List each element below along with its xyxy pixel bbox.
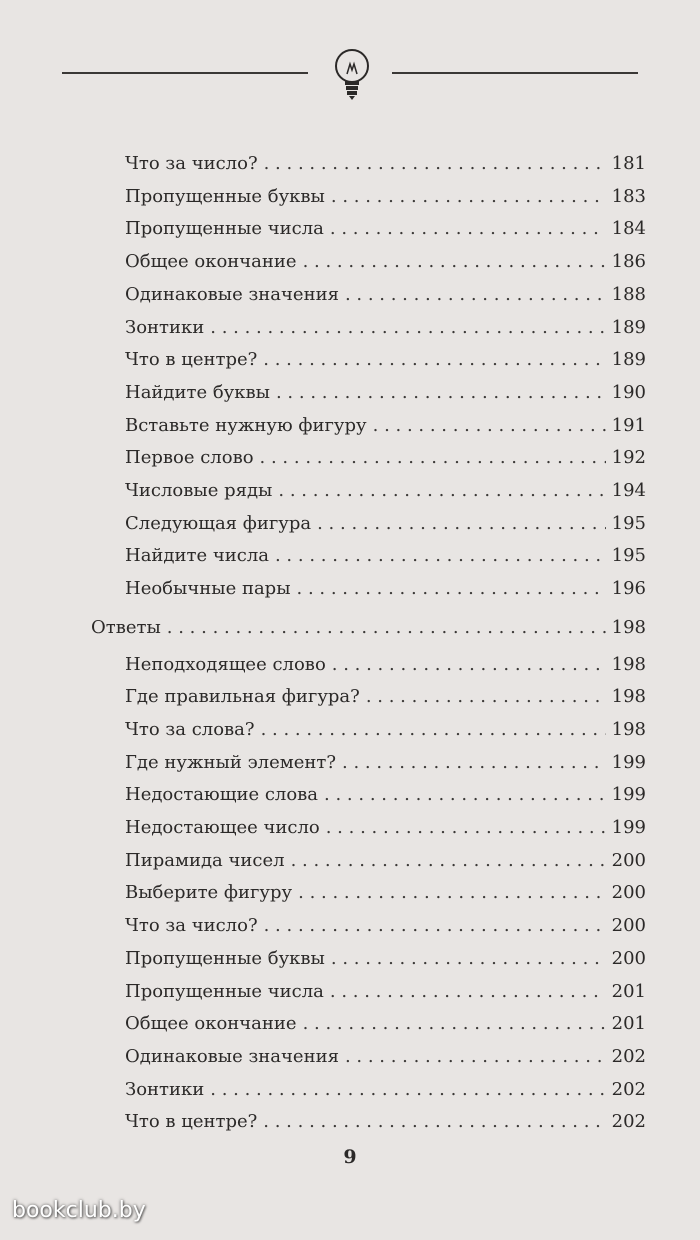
toc-entry-title: Пирамида чисел (125, 849, 285, 871)
toc-entry (125, 1074, 646, 1106)
toc-entry-title: Одинаковые значения (125, 283, 339, 305)
header-rule-left (62, 72, 308, 74)
toc-leader-dots (278, 475, 605, 507)
toc-entry-page: 194 (611, 480, 646, 501)
toc-entry-title: Где правильная фигура? (125, 686, 360, 708)
toc-entry-title: Пропущенные буквы (125, 185, 325, 207)
toc-leader-dots (291, 845, 606, 877)
toc-entry (125, 213, 646, 245)
toc-entry-title: Первое слово (125, 447, 254, 469)
toc-entry-page: 186 (611, 251, 646, 273)
toc-entry-page: 192 (611, 447, 646, 469)
toc-entry (125, 779, 646, 811)
toc-entry-title: Вставьте нужную фигуру (125, 414, 367, 436)
toc-entry-page: 202 (611, 1045, 646, 1067)
toc-entry-page: 181 (611, 153, 646, 174)
toc-entry-title: Найдите буквы (125, 381, 270, 403)
toc-entry-page: 196 (611, 578, 646, 600)
toc-leader-dots (345, 279, 606, 311)
toc-leader-dots (366, 681, 606, 713)
toc-entry (125, 312, 646, 344)
toc-leader-dots (331, 943, 606, 975)
toc-entry-page: 200 (611, 915, 646, 937)
toc-entry (125, 747, 646, 779)
toc-entry-title: Следующая фигура (125, 512, 312, 534)
toc-entry (125, 279, 646, 311)
toc-leader-dots (264, 910, 606, 942)
toc-entry-page: 200 (611, 882, 646, 904)
toc-entry-page: 190 (611, 381, 646, 403)
toc-entry-title: Что в центре? (125, 1111, 258, 1133)
toc-leader-dots (210, 312, 605, 344)
toc-leader-dots (342, 747, 606, 779)
toc-leader-dots (210, 1074, 605, 1106)
toc-entry-page: 195 (611, 545, 646, 567)
toc-entry (125, 649, 646, 681)
toc-entry (125, 246, 646, 278)
toc-entry-title: Выберите фигуру (125, 882, 293, 904)
toc-leader-dots (167, 612, 606, 644)
toc-entry (91, 612, 646, 644)
toc-entry (125, 573, 646, 605)
toc-entry-page: 202 (611, 1111, 646, 1133)
toc-entry-page: 199 (611, 751, 646, 773)
toc-entry-page: 195 (611, 512, 646, 534)
toc-entry-page: 200 (611, 849, 646, 871)
toc-leader-dots (332, 649, 606, 681)
toc-entry (125, 344, 646, 376)
toc-entry (125, 508, 646, 540)
toc-entry-page: 198 (611, 686, 646, 708)
toc-entry (125, 681, 646, 713)
toc-entry-page: 202 (611, 1078, 646, 1100)
toc-leader-dots (345, 1041, 606, 1073)
header-rule-right (392, 72, 638, 74)
toc-leader-dots (317, 508, 606, 540)
toc-entry (125, 812, 646, 844)
toc-entry-title: Пропущенные числа (125, 980, 324, 1002)
toc-leader-dots (330, 213, 606, 245)
toc-entry-title: Что за число? (125, 153, 258, 174)
toc-entry (125, 714, 646, 746)
toc-entry-title: Что за число? (125, 915, 258, 937)
toc-entry (125, 877, 646, 909)
toc-leader-dots (324, 779, 606, 811)
watermark-text: bookclub.by (12, 1198, 146, 1223)
toc-entry-title: Неподходящее слово (125, 653, 326, 675)
toc-leader-dots (261, 714, 606, 746)
toc-entry (125, 540, 646, 572)
toc-entry-title: Общее окончание (125, 1013, 297, 1035)
toc-entry-page: 201 (611, 980, 646, 1002)
toc-entry-page: 189 (611, 316, 646, 338)
toc-leader-dots (263, 344, 605, 376)
toc-leader-dots (297, 573, 606, 605)
toc-entry-title: Пропущенные буквы (125, 947, 325, 969)
toc-entry-page: 183 (611, 185, 646, 207)
toc-leader-dots (326, 812, 606, 844)
toc-leader-dots (373, 410, 606, 442)
toc-entry (125, 1106, 646, 1138)
toc-entry (125, 181, 646, 213)
toc-entry-title: Ответы (91, 616, 161, 638)
toc-entry (125, 148, 646, 180)
toc-entry (125, 976, 646, 1008)
toc-entry-page: 199 (611, 784, 646, 806)
page-number: 9 (343, 1146, 357, 1168)
toc-entry (125, 442, 646, 474)
toc-entry (125, 943, 646, 975)
toc-leader-dots (303, 1008, 606, 1040)
toc-leader-dots (263, 1106, 605, 1138)
toc-entry-page: 191 (611, 414, 646, 436)
toc-entry (125, 845, 646, 877)
lightbulb-icon (330, 46, 374, 104)
toc-entry-title: Одинаковые значения (125, 1045, 339, 1067)
toc-leader-dots (264, 148, 606, 180)
toc-entry-title: Общее окончание (125, 251, 297, 273)
toc-leader-dots (260, 442, 606, 474)
toc-entry-page: 189 (611, 349, 646, 371)
page-header (0, 40, 700, 110)
toc-entry (125, 1008, 646, 1040)
toc-entry-title: Числовые ряды (125, 480, 273, 501)
toc-leader-dots (331, 181, 606, 213)
toc-entry-title: Что в центре? (125, 349, 258, 371)
toc-entry-page: 198 (611, 718, 646, 740)
toc-entry-title: Где нужный элемент? (125, 751, 336, 773)
toc-entry (125, 410, 646, 442)
toc-entry-page: 184 (611, 218, 646, 240)
toc-entry-title: Необычные пары (125, 578, 291, 600)
toc-entry-title: Недостающие слова (125, 784, 319, 806)
toc-entry (125, 377, 646, 409)
toc-entry-page: 201 (611, 1013, 646, 1035)
toc-leader-dots (303, 246, 606, 278)
toc-entry-page: 199 (611, 817, 646, 838)
toc-entry-page: 198 (611, 653, 646, 675)
toc-entry (125, 910, 646, 942)
toc-leader-dots (330, 976, 606, 1008)
toc-entry-page: 198 (611, 616, 646, 638)
toc-entry-title: Недостающее число (125, 817, 320, 838)
toc-entry (125, 1041, 646, 1073)
toc-entry-title: Зонтики (125, 316, 205, 338)
toc-entry-title: Зонтики (125, 1078, 205, 1100)
toc-leader-dots (275, 540, 606, 572)
toc-entry (125, 475, 646, 507)
toc-entry-title: Найдите числа (125, 545, 269, 567)
toc-entry-title: Пропущенные числа (125, 218, 324, 240)
toc-entry-title: Что за слова? (125, 718, 255, 740)
toc-leader-dots (298, 877, 606, 909)
toc-entry-page: 188 (611, 283, 646, 305)
toc-entry-page: 200 (611, 947, 646, 969)
toc-leader-dots (276, 377, 606, 409)
